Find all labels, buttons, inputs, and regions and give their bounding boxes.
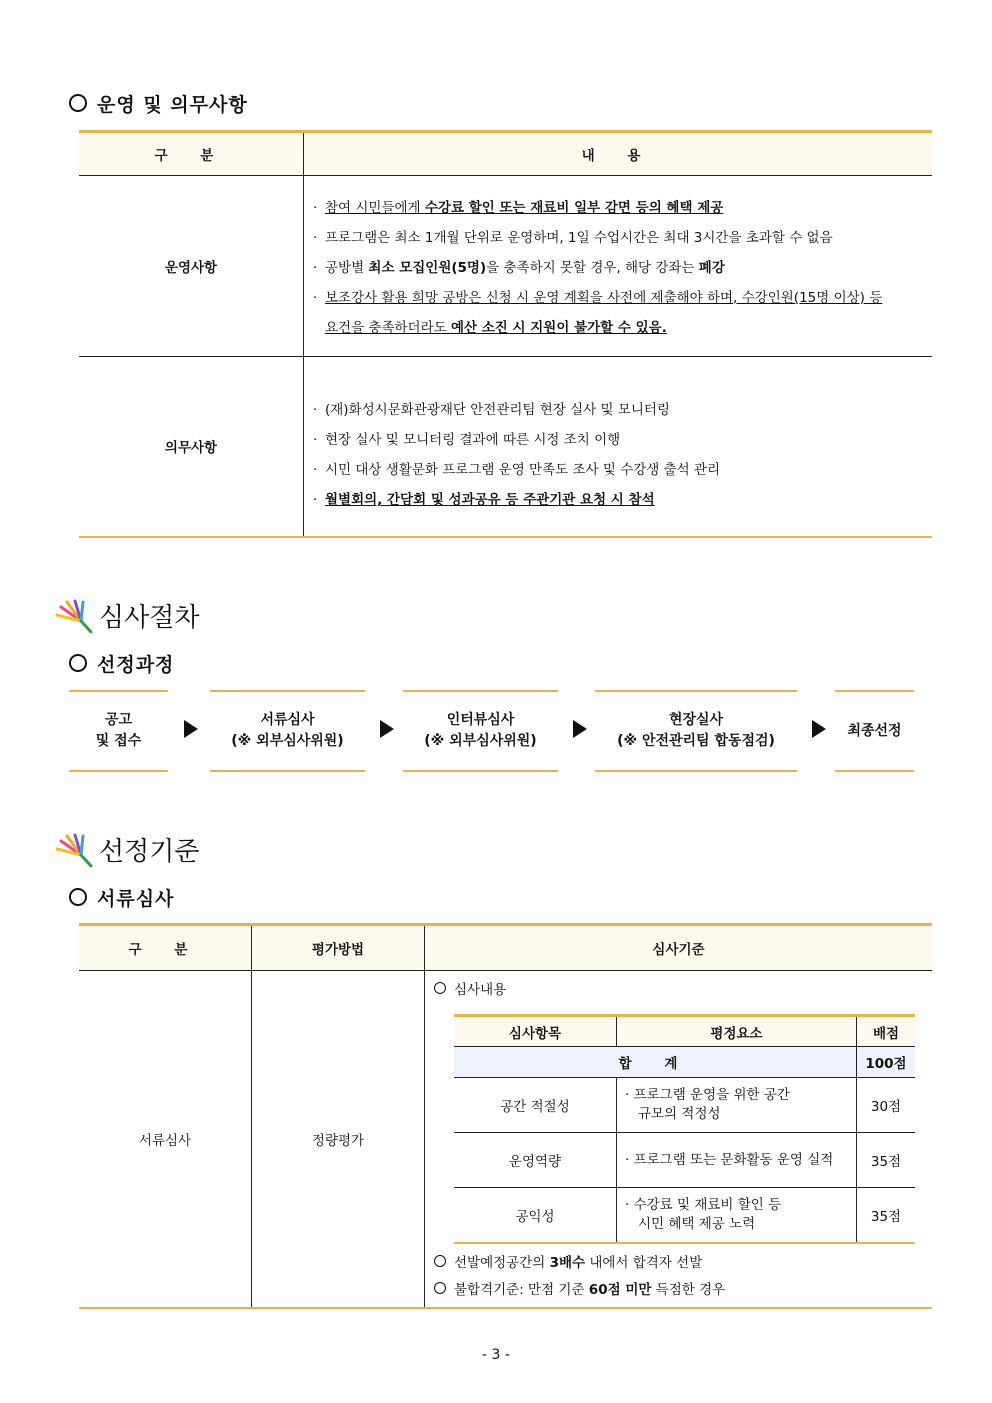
flow-step-line2: (※ 외부심사위원) — [231, 733, 344, 749]
content-line — [313, 313, 931, 343]
flow-step-line2: (※ 외부심사위원) — [424, 733, 537, 749]
circle-bullet-icon — [434, 1282, 446, 1294]
element-line1: · 수강료 및 재료비 할인 등 — [625, 1197, 782, 1213]
content-line — [313, 253, 931, 283]
content-line — [313, 223, 931, 253]
column-header-method: 평가방법 — [252, 925, 425, 971]
heading-review-procedure — [55, 597, 199, 634]
section-title-text: 운영 및 의무사항 — [97, 94, 248, 116]
note-segment: 불합격기준: 만점 기준 — [454, 1282, 589, 1298]
content-line — [313, 193, 931, 223]
flow-step-line2: (※ 안전관리팀 합동점검) — [617, 733, 775, 749]
section-title-selection-process — [69, 650, 174, 677]
line-segment: 참여 시민들에게 — [325, 200, 425, 216]
operations-content-cell — [304, 176, 933, 357]
content-line — [313, 485, 931, 515]
bullet-dot: · — [313, 260, 318, 276]
flow-step-line1: 최종선정 — [847, 722, 902, 739]
arrow-right-icon — [380, 720, 394, 738]
circle-bullet-icon — [69, 94, 87, 112]
bullet-dot: · — [313, 492, 318, 509]
bullet-dot: · — [313, 200, 318, 216]
flow-step-line2: 및 접수 — [95, 733, 142, 749]
note-segment: 득점한 경우 — [651, 1282, 726, 1298]
section-title-text: 서류심사 — [97, 888, 175, 910]
scoring-row — [454, 1188, 915, 1244]
circle-bullet-icon — [69, 888, 87, 906]
operations-table — [79, 130, 932, 538]
line-segment: 요건을 충족하더라도 — [325, 320, 451, 336]
note-segment: 선발예정공간의 — [454, 1255, 550, 1271]
flow-step-interview-review — [403, 690, 558, 772]
line-segment: (재)화성시문화관광재단 안전관리팀 현장 실사 및 모니터링 — [325, 402, 670, 419]
scoring-table — [454, 1014, 915, 1244]
scoring-item: 공간 적절성 — [454, 1078, 617, 1133]
criteria-notes — [426, 1250, 931, 1304]
evaluation-method-value: 정량평가 — [252, 971, 425, 1308]
scoring-element — [617, 1078, 857, 1133]
scoring-element — [617, 1188, 857, 1244]
line-segment: 월별회의, 간담회 및 성과공유 등 주관기관 요청 시 참석 — [325, 492, 655, 509]
flow-step-final-selection — [835, 690, 914, 772]
heading-text: 심사절차 — [99, 603, 200, 633]
note-segment: 60점 미만 — [588, 1282, 652, 1298]
element-line1: · 프로그램 또는 문화활동 운영 실적 — [625, 1151, 834, 1168]
obligations-content-cell — [304, 357, 933, 537]
bullet-dot: · — [313, 432, 318, 449]
element-line2: 시민 혜택 제공 노력 — [638, 1216, 756, 1232]
page-number: - 3 - — [482, 1347, 510, 1363]
total-label: 합 계 — [454, 1047, 857, 1078]
flow-step-line1: 서류심사 — [260, 712, 315, 728]
scoring-item: 공익성 — [454, 1188, 617, 1244]
bullet-dot: · — [313, 462, 318, 479]
scoring-row — [454, 1133, 915, 1188]
column-header-content: 내 용 — [304, 132, 933, 176]
inner-header-score: 배점 — [857, 1016, 916, 1047]
scoring-row — [454, 1078, 915, 1133]
line-segment: 공방별 — [325, 260, 369, 276]
row-label-document-review: 서류심사 — [79, 971, 252, 1308]
flow-step-document-review — [210, 690, 365, 772]
arrow-right-icon — [812, 720, 826, 738]
circle-bullet-icon — [434, 982, 446, 994]
inner-header-item: 심사항목 — [454, 1016, 617, 1047]
flow-step-line1: 현장실사 — [668, 712, 724, 728]
section-title-operations — [69, 90, 248, 117]
row-label-obligations: 의무사항 — [79, 357, 304, 537]
content-line — [313, 395, 931, 425]
flow-step-site-inspection — [595, 690, 797, 772]
heading-text: 선정기준 — [99, 837, 200, 867]
row-label-operations: 운영사항 — [79, 176, 304, 357]
flow-step-announcement — [69, 690, 168, 772]
column-header-category: 구 분 — [79, 132, 304, 176]
scoring-item: 운영역량 — [454, 1133, 617, 1188]
circle-bullet-icon — [434, 1255, 446, 1267]
line-segment: 수강료 할인 또는 재료비 일부 감면 등의 혜택 제공 — [424, 200, 724, 216]
heading-selection-criteria — [55, 831, 199, 868]
arrow-right-icon — [573, 720, 587, 738]
document-review-table — [79, 923, 932, 1309]
scoring-score: 35점 — [857, 1188, 916, 1244]
flow-step-line1: 인터뷰심사 — [446, 712, 515, 728]
arrow-right-icon — [184, 720, 198, 738]
circle-bullet-icon — [69, 654, 87, 672]
criteria-cell — [425, 971, 933, 1308]
column-header-criteria: 심사기준 — [425, 925, 933, 971]
total-score: 100점 — [857, 1047, 916, 1078]
scoring-score: 30점 — [857, 1078, 916, 1133]
line-segment: 폐강 — [698, 260, 725, 276]
element-line1: · 프로그램 운영을 위한 공간 — [625, 1087, 790, 1103]
column-header-category: 구 분 — [79, 925, 252, 971]
note-segment: 내에서 합격자 선발 — [585, 1255, 703, 1271]
criteria-note — [426, 1277, 931, 1304]
line-segment: 프로그램은 최소 1개월 단위로 운영하며, 1일 수업시간은 최대 3시간을 초과할 수 없음 — [325, 230, 833, 246]
line-segment: 최소 모집인원(5명) — [368, 260, 487, 276]
note-segment: 3배수 — [549, 1255, 586, 1271]
line-segment: 현장 실사 및 모니터링 결과에 따른 시정 조치 이행 — [325, 432, 621, 449]
criteria-note — [426, 1250, 931, 1277]
obligations-lines — [305, 367, 931, 525]
decorative-burst-icon — [55, 833, 95, 867]
content-line — [313, 455, 931, 485]
criteria-title-text: 심사내용 — [454, 982, 507, 998]
element-line2: 규모의 적정성 — [638, 1106, 721, 1122]
inner-header-element: 평정요소 — [617, 1016, 857, 1047]
line-segment: 보조강사 활용 희망 공방은 신청 시 운영 계획을 사전에 제출해야 하며, 수강인원(15명 이상) 등 — [325, 290, 883, 306]
line-segment: 을 충족하지 못할 경우, 해당 강좌는 — [486, 260, 699, 276]
operations-lines — [305, 179, 931, 353]
scoring-element — [617, 1133, 857, 1188]
section-title-document-review — [69, 884, 174, 911]
bullet-dot: · — [313, 230, 318, 246]
line-segment: 예산 소진 시 지원이 불가할 수 있음. — [450, 320, 667, 336]
line-segment: 시민 대상 생활문화 프로그램 운영 만족도 조사 및 수강생 출석 관리 — [325, 462, 721, 479]
flow-step-line1: 공고 — [104, 712, 133, 728]
content-line — [313, 425, 931, 455]
scoring-score: 35점 — [857, 1133, 916, 1188]
bullet-dot: · — [313, 402, 318, 419]
decorative-burst-icon — [55, 599, 95, 633]
content-line — [313, 283, 931, 313]
criteria-title — [426, 977, 931, 1004]
section-title-text: 선정과정 — [97, 654, 175, 676]
bullet-dot: · — [313, 290, 318, 306]
